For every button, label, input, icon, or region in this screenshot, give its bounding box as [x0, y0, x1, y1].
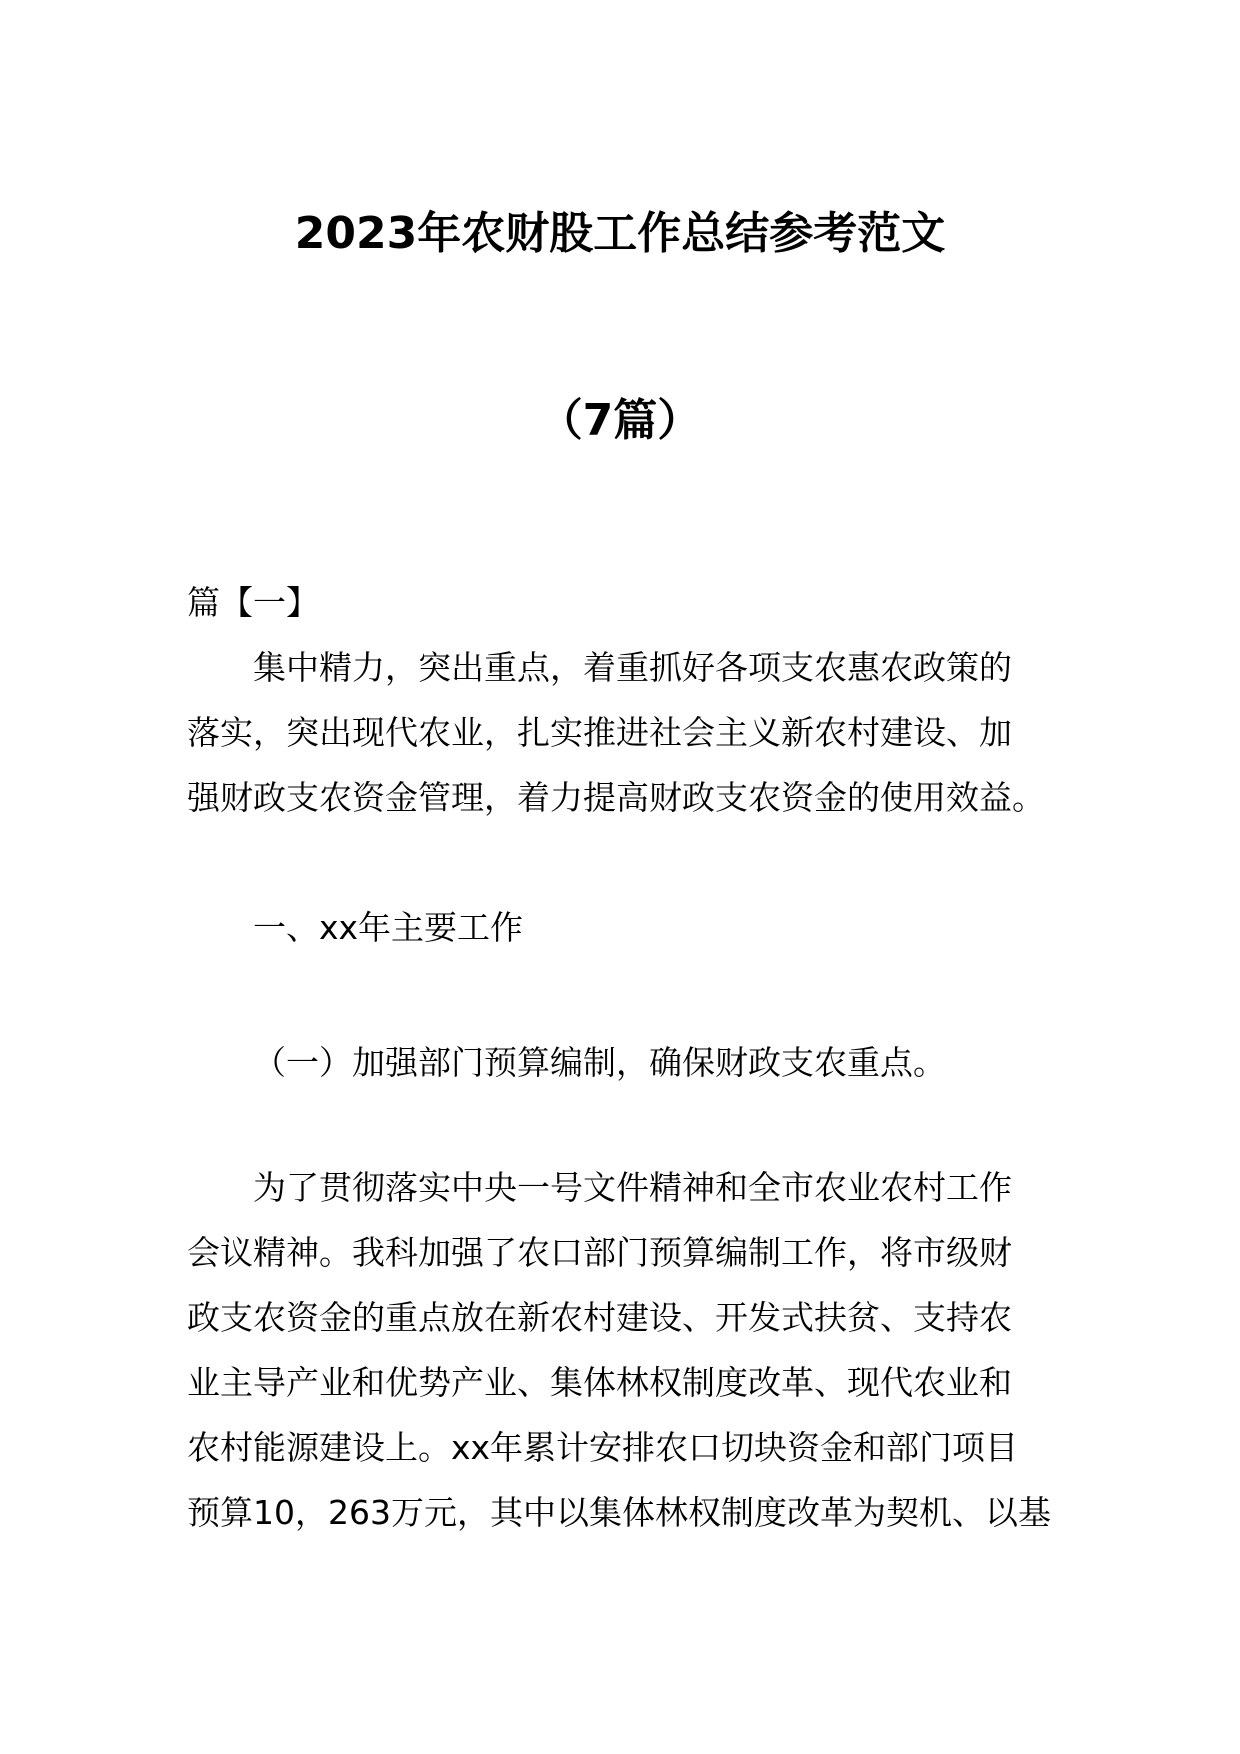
- paragraph-line: 强财政支农资金管理，着力提高财政支农资金的使用效益。: [187, 778, 1045, 817]
- section-label-block: [187, 570, 1053, 635]
- paragraph-line: 集中精力，突出重点，着重抓好各项支农惠农政策的: [253, 648, 1012, 687]
- paragraph-line: 落实，突出现代农业，扎实推进社会主义新农村建设、加: [187, 713, 1012, 752]
- paragraph-line: 预算10，263万元，其中以集体林权制度改革为契机、以基: [187, 1493, 1051, 1532]
- heading-budget-block: [187, 1030, 1053, 1095]
- paragraph-line: 会议精神。我科加强了农口部门预算编制工作，将市级财: [187, 1233, 1012, 1272]
- paragraph-intro: [187, 635, 1053, 830]
- paragraph-line: 为了贯彻落实中央一号文件精神和全市农业农村工作: [253, 1168, 1012, 1207]
- heading-budget: （一）加强部门预算编制，确保财政支农重点。: [253, 1043, 946, 1082]
- paragraph-line: 农村能源建设上。xx年累计安排农口切块资金和部门项目: [187, 1428, 1019, 1467]
- paragraph-budget: [187, 1155, 1053, 1545]
- document-subtitle: （7篇）: [538, 395, 702, 446]
- paragraph-line: 业主导产业和优势产业、集体林权制度改革、现代农业和: [187, 1363, 1012, 1402]
- heading-main-work-block: [187, 895, 1053, 960]
- heading-main-work: 一、xx年主要工作: [253, 908, 524, 947]
- document-title: 2023年农财股工作总结参考范文: [294, 208, 946, 259]
- paragraph-line: 政支农资金的重点放在新农村建设、开发式扶贫、支持农: [187, 1298, 1012, 1337]
- section-label: 篇【一】: [187, 583, 319, 622]
